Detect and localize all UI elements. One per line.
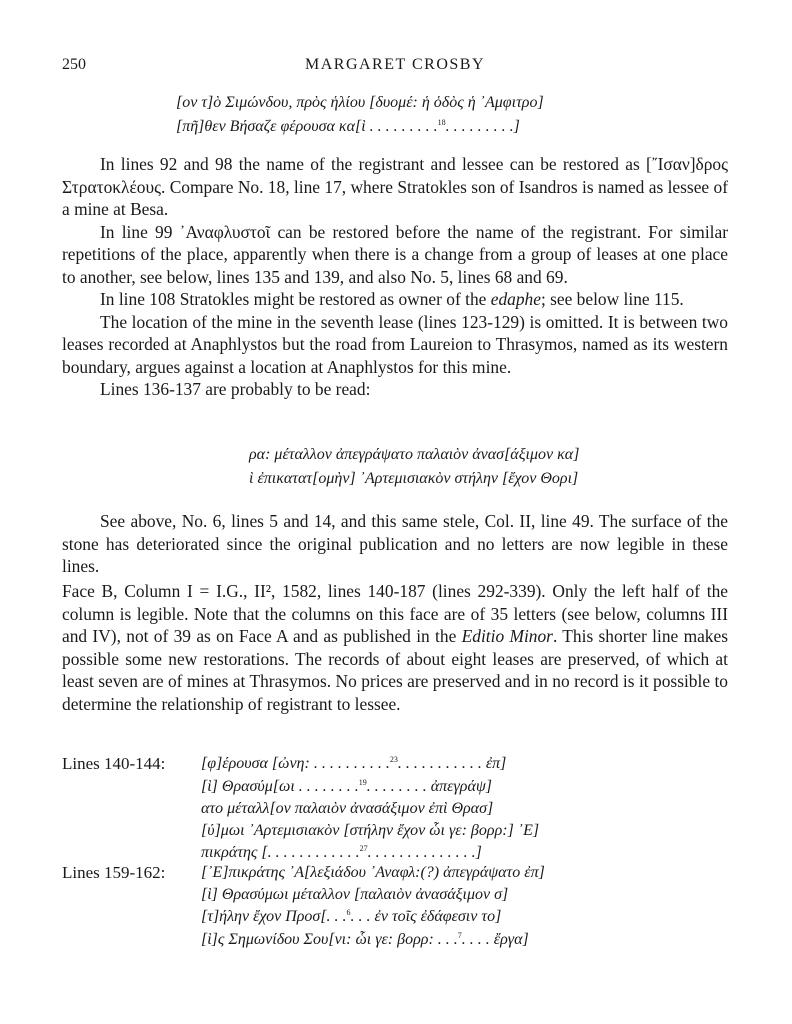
greek-inscription-line: [ὶ] Θρασύμ[ωι . . . . . . . .$^{19}$. . . . . . . . ἀπεγράψ] [201, 778, 493, 795]
greek-inscription-line: [ὶ]ς Σημωνίδου Σου[νι: ὧι γε: βορρ: . . .$^7$. . . . ἔργα] [201, 931, 529, 948]
greek-inscription-line: ρα: μέταλλον ἀπεγράψατο παλαιὸν ἀνασ[άξιμον κα] [249, 446, 580, 463]
running-title: MARGARET CROSBY [304, 56, 485, 73]
greek-inscription-line: [ον τ]ὸ Σιμώνδου, πρὸς ἡλίου [δυομέ: ἡ ὁδὸς ἡ ᾿Αμφιτρο] [176, 94, 544, 111]
greek-inscription-line: [πῆ]θεν Βήσαζε φέρουσα κα[ὶ . . . . . . . . .$^{18}$. . . . . . . . .] [176, 118, 520, 135]
paragraph: The location of the mine in the seventh lease (lines 123-129) is omitted. It is between two leases recorded at Anaphlystos but the road from Laureion to Thrasymos, named as its western boundary, argues against a location at Anaphlystos for this mine. [62, 311, 728, 377]
greek-inscription-line: ατο μέταλλ[ον παλαιὸν ἀνασάξιμον ἐπὶ Θρασ] [201, 800, 494, 817]
commentary-text [62, 153, 728, 401]
lacuna-count: 18 [437, 118, 446, 127]
paragraph: In line 108 Stratokles might be restored as owner of the edaphe; see below line 115. [100, 289, 684, 309]
paragraph: In line 99 ᾿Αναφλυστοῖ can be restored before the name of the registrant. For similar repetitions of the place, apparently when there is a change from a group of leases at one place to another, see below, lines 135 and 139, and also No. 5, lines 68 and 69. [62, 221, 728, 287]
paragraph: In lines 92 and 98 the name of the registrant and lessee can be restored as [῎Ισαν]δρος Στρατοκλέους. Compare No. 18, line 17, where Stratokles son of Isandros is named as lessee of a mine at Besa. [62, 154, 728, 219]
lacuna-count: 27 [359, 844, 368, 853]
greek-inscription-line: πικράτης [. . . . . . . . . . . .$^{27}$. . . . . . . . . . . . . .] [201, 844, 482, 861]
greek-inscription-line: [τ]ήλην ἔχον Προσ[. . .$^6$. . . ἐν τοῖς ἐδάφεσιν το] [201, 908, 502, 925]
greek-inscription-line: [φ]έρουσα [ὠνη: . . . . . . . . . .$^{23}$. . . . . . . . . . . ἐπ] [201, 755, 507, 772]
commentary-text [62, 580, 728, 715]
greek-inscription-line: ὶ ἐπικατατ[ομὴν] ᾿Αρτεμισιακὸν στήλην [ἔχον Θορι] [249, 470, 579, 487]
greek-inscription-line: [ύ]μωι ᾿Αρτεμισιακὸν [στήλην ἔχον ὧι γε: βορρ:] ᾿Ε] [201, 822, 540, 839]
paragraph: Face B, Column I = I.G., II², 1582, lines 140-187 (lines 292-339). Only the left half of the column is legible. Note that the columns on this face are of 35 letters (see below, columns III and IV), not of 39 as on Face A and as published in the Editio Minor. This shorter line makes possible some new restorations. The records of about eight leases are preserved, of which at least seven are of mines at Thrasymos. No prices are preserved and in no record is it possible to determine the relationship of registrant to lessee. [62, 581, 728, 714]
lacuna-count: 6 [346, 908, 351, 917]
greek-inscription-line: [᾿Ε]πικράτης ᾿Α[λεξιάδου ᾿Αναφλ:(?) ἀπεγράψατο ἐπ] [201, 864, 545, 881]
commentary-text [62, 510, 728, 578]
lines-label: Lines 159-162: [62, 863, 166, 882]
lines-label: Lines 140-144: [62, 754, 166, 773]
paragraph: See above, No. 6, lines 5 and 14, and this same stele, Col. II, line 49. The surface of the stone has deteriorated since the original publication and no letters are now legible in these lines. [62, 511, 728, 576]
greek-inscription-line: [ὶ] Θρασύμωι μέταλλον [παλαιὸν ἀνασάξιμον σ] [201, 886, 509, 903]
lacuna-count: 19 [358, 778, 367, 787]
paragraph: Lines 136-137 are probably to be read: [100, 379, 371, 399]
lacuna-count: 7 [457, 931, 462, 940]
lacuna-count: 23 [389, 755, 398, 764]
page-number: 250 [62, 56, 86, 73]
page-header [62, 56, 728, 80]
